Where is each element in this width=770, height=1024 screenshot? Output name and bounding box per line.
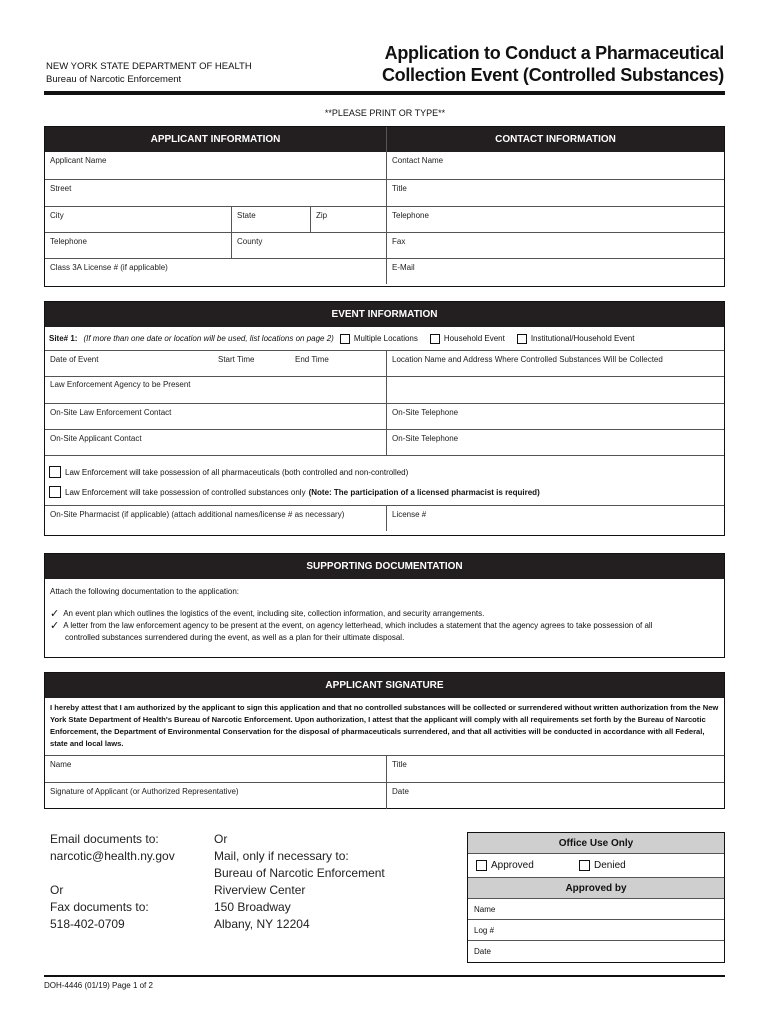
office-date-field[interactable]: Date xyxy=(474,947,491,956)
mail-instructions xyxy=(214,831,385,933)
fax-label: Fax documents to: xyxy=(50,900,149,914)
institutional-event-label: Institutional/Household Event xyxy=(530,334,635,343)
email-instructions xyxy=(50,831,175,933)
signature-bar: APPLICANT SIGNATURE xyxy=(45,673,724,698)
possess-controlled-label: Law Enforcement will take possession of controlled substances only xyxy=(65,487,306,497)
city-field[interactable]: City xyxy=(50,211,64,220)
row-sig-name xyxy=(45,755,724,782)
approval-row xyxy=(468,854,724,878)
or-label-2: Or xyxy=(214,832,228,846)
form-title-line2: Collection Event (Controlled Substances) xyxy=(381,65,724,85)
supporting-intro: Attach the following documentation to the application: xyxy=(50,587,240,596)
household-event-checkbox[interactable] xyxy=(430,334,440,344)
possess-all-checkbox[interactable] xyxy=(49,466,61,478)
denied-label: Denied xyxy=(594,860,626,871)
row-signature xyxy=(45,782,724,809)
onsite-telephone-field-2[interactable]: On-Site Telephone xyxy=(386,430,724,455)
row-telephone xyxy=(45,232,724,258)
check-icon: ✓ xyxy=(50,620,60,632)
possession-options xyxy=(45,455,724,505)
approved-label: Approved xyxy=(491,860,534,871)
supporting-item-2-cont: controlled substances surrendered during the event, as well as a plan for their ultimate disposal. xyxy=(65,633,405,642)
row-name xyxy=(45,152,724,179)
applicant-contact-section xyxy=(44,126,725,287)
supporting-item-2 xyxy=(50,620,719,632)
office-use-box xyxy=(467,832,725,963)
supporting-item-2-text: A letter from the law enforcement agency to be present at the event, on agency letterhead, which includes a statement that the agency agrees to take possession of all xyxy=(63,621,653,630)
possess-controlled-checkbox[interactable] xyxy=(49,486,61,498)
check-icon: ✓ xyxy=(50,608,60,620)
department-name: NEW YORK STATE DEPARTMENT OF HEALTH xyxy=(46,61,252,72)
office-name-field[interactable]: Name xyxy=(468,899,724,920)
county-field[interactable]: County xyxy=(231,233,386,258)
address-line-3: 150 Broadway xyxy=(214,900,291,914)
form-title xyxy=(382,42,724,86)
supporting-item-1 xyxy=(50,608,719,620)
event-info-section xyxy=(44,301,725,536)
row-license xyxy=(45,258,724,284)
law-enforcement-agency-field[interactable]: Law Enforcement Agency to be Present xyxy=(50,380,191,389)
row-city xyxy=(45,206,724,232)
address-line-1: Bureau of Narcotic Enforcement xyxy=(214,866,385,880)
possess-all-label: Law Enforcement will take possession of all pharmaceuticals (both controlled and non-controlled) xyxy=(65,467,409,477)
onsite-applicant-contact-field[interactable]: On-Site Applicant Contact xyxy=(50,434,142,443)
multiple-locations-checkbox[interactable] xyxy=(340,334,350,344)
form-code: DOH-4446 (01/19) Page 1 of 2 xyxy=(44,981,153,990)
approved-checkbox[interactable] xyxy=(476,860,487,871)
row-le-contact xyxy=(45,403,724,429)
office-log-field[interactable]: Log # xyxy=(468,920,724,941)
form-title-line1: Application to Conduct a Pharmaceutical xyxy=(384,43,724,63)
household-event-label: Household Event xyxy=(443,334,505,343)
state-field[interactable]: State xyxy=(231,207,310,232)
end-time-field[interactable]: End Time xyxy=(295,355,329,364)
zip-field[interactable]: Zip xyxy=(310,207,386,232)
signature-field[interactable]: Signature of Applicant (or Authorized Representative) xyxy=(50,787,239,796)
class3a-license-field[interactable]: Class 3A License # (if applicable) xyxy=(50,263,168,272)
bureau-name: Bureau of Narcotic Enforcement xyxy=(46,74,182,85)
row-street xyxy=(45,179,724,206)
email-address-link[interactable]: narcotic@health.ny.gov xyxy=(50,849,175,863)
contact-telephone-field[interactable]: Telephone xyxy=(386,207,724,232)
possess-all-row xyxy=(49,462,720,482)
applicant-name-field[interactable]: Applicant Name xyxy=(50,156,107,165)
header-department xyxy=(46,60,252,86)
event-info-bar: EVENT INFORMATION xyxy=(45,302,724,327)
applicant-info-bar: APPLICANT INFORMATION xyxy=(45,127,386,152)
multiple-locations-label: Multiple Locations xyxy=(353,334,418,343)
or-label-1: Or xyxy=(50,883,64,897)
contact-info-bar: CONTACT INFORMATION xyxy=(386,127,724,152)
pharmacist-license-field[interactable]: License # xyxy=(386,506,724,531)
onsite-telephone-field-1[interactable]: On-Site Telephone xyxy=(386,404,724,429)
address-line-2: Riverview Center xyxy=(214,883,306,897)
contact-name-field[interactable]: Contact Name xyxy=(386,152,724,179)
site-row xyxy=(45,327,724,350)
onsite-pharmacist-field[interactable]: On-Site Pharmacist (if applicable) (attach additional names/license # as necessary) xyxy=(50,510,345,519)
mail-label: Mail, only if necessary to: xyxy=(214,849,349,863)
signature-section xyxy=(44,672,725,809)
footer-rule xyxy=(44,975,725,977)
denied-checkbox[interactable] xyxy=(579,860,590,871)
row-app-contact xyxy=(45,429,724,455)
onsite-le-contact-field[interactable]: On-Site Law Enforcement Contact xyxy=(50,408,172,417)
supporting-docs-section xyxy=(44,553,725,658)
address-line-4: Albany, NY 12204 xyxy=(214,917,310,931)
site-note: (If more than one date or location will be used, list locations on page 2) xyxy=(83,334,334,343)
fax-field[interactable]: Fax xyxy=(386,233,724,258)
institutional-event-checkbox[interactable] xyxy=(517,334,527,344)
site-number: Site# 1: xyxy=(49,334,78,343)
attestation-text: I hereby attest that I am authorized by the applicant to sign this application and that no controlled substances will be collected or surrendered without written authorization from the New York State Department of Health's Bureau of Narcotic Enforcement. Upon authorization, I attest that the applicant will comply with all requirements set forth by the Bureau of Narcotic Enforcement, the Department of Environmental Conservation for the disposal of pharmaceuticals surrendered, and that all activities will be conducted in accordance with all Federal, state and local laws. xyxy=(50,703,719,748)
possess-controlled-row xyxy=(49,482,720,502)
start-time-field[interactable]: Start Time xyxy=(218,355,255,364)
contact-title-field[interactable]: Title xyxy=(386,180,724,206)
supporting-item-1-text: An event plan which outlines the logistics of the event, including site, collection information, and security arrangements. xyxy=(63,609,485,618)
signer-title-field[interactable]: Title xyxy=(386,756,724,782)
fax-number: 518-402-0709 xyxy=(50,917,125,931)
row-pharmacist xyxy=(45,505,724,531)
location-field[interactable]: Location Name and Address Where Controlled Substances Will be Collected xyxy=(386,351,724,404)
print-note: **PLEASE PRINT OR TYPE** xyxy=(324,108,446,118)
applicant-telephone-field[interactable]: Telephone xyxy=(50,237,87,246)
signer-name-field[interactable]: Name xyxy=(50,760,72,769)
office-use-header: Office Use Only xyxy=(468,833,724,854)
signature-date-field[interactable]: Date xyxy=(386,783,724,809)
approved-by-header: Approved by xyxy=(468,878,724,899)
supporting-list xyxy=(45,596,724,644)
applicant-contact-bars xyxy=(45,127,724,152)
pharmacist-note: (Note: The participation of a licensed pharmacist is required) xyxy=(308,487,540,497)
header-rule xyxy=(44,91,725,95)
row-date xyxy=(45,350,724,376)
supporting-docs-bar: SUPPORTING DOCUMENTATION xyxy=(45,554,724,579)
email-field[interactable]: E-Mail xyxy=(386,259,724,284)
date-of-event-field[interactable]: Date of Event xyxy=(50,355,99,364)
street-field[interactable]: Street xyxy=(50,184,72,193)
email-label: Email documents to: xyxy=(50,832,159,846)
